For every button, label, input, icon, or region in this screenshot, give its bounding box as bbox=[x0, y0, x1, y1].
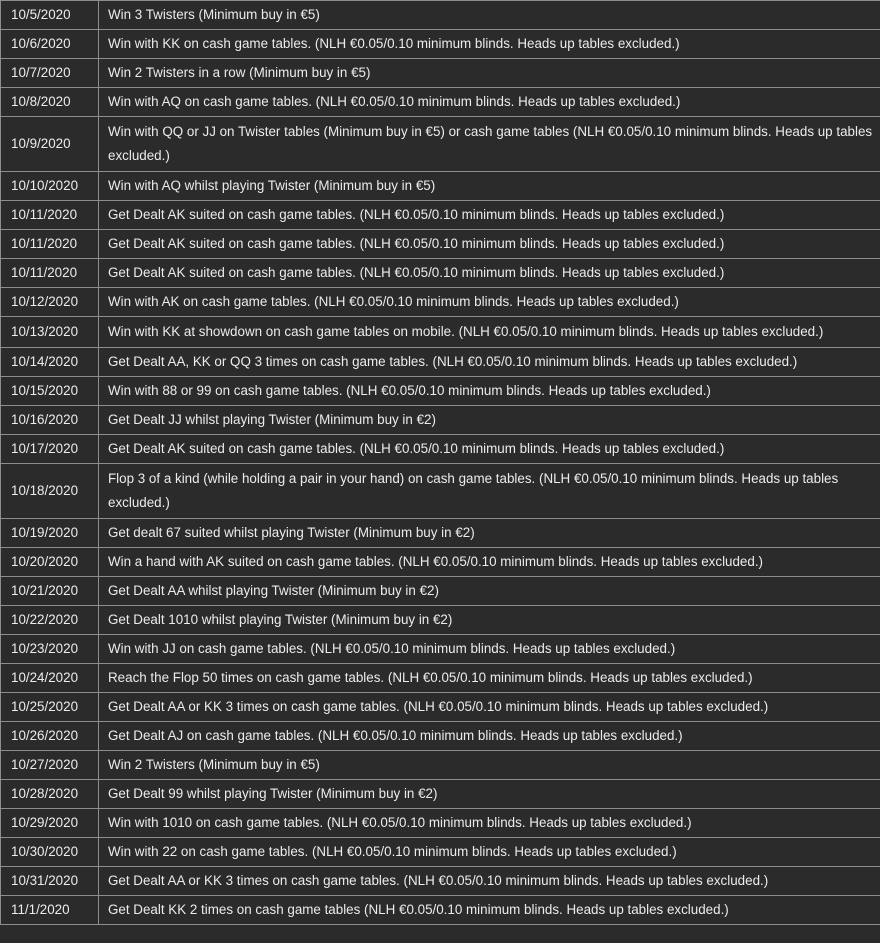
table-row bbox=[1, 377, 880, 406]
date-cell: 10/12/2020 bbox=[1, 288, 99, 317]
task-cell: Win 2 Twisters (Minimum buy in €5) bbox=[99, 751, 880, 780]
task-cell: Win with 1010 on cash game tables. (NLH €0.05/0.10 minimum blinds. Heads up tables excluded.) bbox=[99, 809, 880, 838]
task-cell: Win with 88 or 99 on cash game tables. (NLH €0.05/0.10 minimum blinds. Heads up tables excluded.) bbox=[99, 377, 880, 406]
task-cell: Get Dealt AK suited on cash game tables. (NLH €0.05/0.10 minimum blinds. Heads up tables excluded.) bbox=[99, 230, 880, 259]
task-cell: Get Dealt KK 2 times on cash game tables (NLH €0.05/0.10 minimum blinds. Heads up tables excluded.) bbox=[99, 896, 880, 925]
task-cell: Win with AQ whilst playing Twister (Minimum buy in €5) bbox=[99, 172, 880, 201]
task-cell: Win with QQ or JJ on Twister tables (Minimum buy in €5) or cash game tables (NLH €0.05/0.10 minimum blinds. Heads up tables excluded.) bbox=[99, 117, 880, 172]
date-cell: 10/15/2020 bbox=[1, 377, 99, 406]
table-row bbox=[1, 406, 880, 435]
date-cell: 10/7/2020 bbox=[1, 59, 99, 88]
task-cell: Get Dealt 1010 whilst playing Twister (Minimum buy in €2) bbox=[99, 606, 880, 635]
date-cell: 10/10/2020 bbox=[1, 172, 99, 201]
date-cell: 10/8/2020 bbox=[1, 88, 99, 117]
task-cell: Win 2 Twisters in a row (Minimum buy in €5) bbox=[99, 59, 880, 88]
task-cell: Win 3 Twisters (Minimum buy in €5) bbox=[99, 1, 880, 30]
task-cell: Win with KK at showdown on cash game tables on mobile. (NLH €0.05/0.10 minimum blinds. Heads up tables excluded.) bbox=[99, 317, 880, 348]
date-cell: 10/28/2020 bbox=[1, 780, 99, 809]
table-row bbox=[1, 464, 880, 519]
date-cell: 10/9/2020 bbox=[1, 117, 99, 172]
table-row bbox=[1, 288, 880, 317]
table-row bbox=[1, 664, 880, 693]
task-cell: Get Dealt AA whilst playing Twister (Minimum buy in €2) bbox=[99, 577, 880, 606]
schedule-body bbox=[1, 1, 880, 925]
table-row bbox=[1, 693, 880, 722]
date-cell: 10/16/2020 bbox=[1, 406, 99, 435]
table-row bbox=[1, 30, 880, 59]
task-cell: Flop 3 of a kind (while holding a pair in your hand) on cash game tables. (NLH €0.05/0.10 minimum blinds. Heads up tables excluded.) bbox=[99, 464, 880, 519]
table-row bbox=[1, 201, 880, 230]
date-cell: 10/31/2020 bbox=[1, 867, 99, 896]
table-row bbox=[1, 751, 880, 780]
task-cell: Get Dealt AJ on cash game tables. (NLH €0.05/0.10 minimum blinds. Heads up tables excluded.) bbox=[99, 722, 880, 751]
task-cell: Get Dealt AA, KK or QQ 3 times on cash game tables. (NLH €0.05/0.10 minimum blinds. Heads up tables excluded.) bbox=[99, 348, 880, 377]
table-row bbox=[1, 59, 880, 88]
task-cell: Win with KK on cash game tables. (NLH €0.05/0.10 minimum blinds. Heads up tables excluded.) bbox=[99, 30, 880, 59]
table-row bbox=[1, 780, 880, 809]
table-row bbox=[1, 548, 880, 577]
task-cell: Reach the Flop 50 times on cash game tables. (NLH €0.05/0.10 minimum blinds. Heads up tables excluded.) bbox=[99, 664, 880, 693]
table-row bbox=[1, 577, 880, 606]
date-cell: 10/17/2020 bbox=[1, 435, 99, 464]
task-cell: Get Dealt AA or KK 3 times on cash game tables. (NLH €0.05/0.10 minimum blinds. Heads up tables excluded.) bbox=[99, 867, 880, 896]
date-cell: 10/21/2020 bbox=[1, 577, 99, 606]
table-row bbox=[1, 635, 880, 664]
date-cell: 10/26/2020 bbox=[1, 722, 99, 751]
task-cell: Get Dealt AK suited on cash game tables. (NLH €0.05/0.10 minimum blinds. Heads up tables excluded.) bbox=[99, 201, 880, 230]
task-cell: Win with JJ on cash game tables. (NLH €0.05/0.10 minimum blinds. Heads up tables excluded.) bbox=[99, 635, 880, 664]
date-cell: 10/19/2020 bbox=[1, 519, 99, 548]
task-cell: Win a hand with AK suited on cash game tables. (NLH €0.05/0.10 minimum blinds. Heads up tables excluded.) bbox=[99, 548, 880, 577]
task-cell: Get Dealt AK suited on cash game tables. (NLH €0.05/0.10 minimum blinds. Heads up tables excluded.) bbox=[99, 259, 880, 288]
date-cell: 10/11/2020 bbox=[1, 259, 99, 288]
date-cell: 10/20/2020 bbox=[1, 548, 99, 577]
table-row bbox=[1, 896, 880, 925]
date-cell: 10/27/2020 bbox=[1, 751, 99, 780]
task-cell: Get Dealt 99 whilst playing Twister (Minimum buy in €2) bbox=[99, 780, 880, 809]
table-row bbox=[1, 606, 880, 635]
table-row bbox=[1, 117, 880, 172]
table-row bbox=[1, 88, 880, 117]
task-cell: Win with AQ on cash game tables. (NLH €0.05/0.10 minimum blinds. Heads up tables excluded.) bbox=[99, 88, 880, 117]
date-cell: 10/5/2020 bbox=[1, 1, 99, 30]
task-cell: Get Dealt JJ whilst playing Twister (Minimum buy in €2) bbox=[99, 406, 880, 435]
date-cell: 10/11/2020 bbox=[1, 230, 99, 259]
task-cell: Get Dealt AA or KK 3 times on cash game tables. (NLH €0.05/0.10 minimum blinds. Heads up tables excluded.) bbox=[99, 693, 880, 722]
date-cell: 10/14/2020 bbox=[1, 348, 99, 377]
table-row bbox=[1, 259, 880, 288]
task-cell: Win with AK on cash game tables. (NLH €0.05/0.10 minimum blinds. Heads up tables excluded.) bbox=[99, 288, 880, 317]
table-row bbox=[1, 838, 880, 867]
date-cell: 10/6/2020 bbox=[1, 30, 99, 59]
date-cell: 10/13/2020 bbox=[1, 317, 99, 348]
table-row bbox=[1, 867, 880, 896]
date-cell: 10/23/2020 bbox=[1, 635, 99, 664]
table-row bbox=[1, 172, 880, 201]
table-row bbox=[1, 722, 880, 751]
date-cell: 10/30/2020 bbox=[1, 838, 99, 867]
table-row bbox=[1, 435, 880, 464]
table-row bbox=[1, 317, 880, 348]
table-row bbox=[1, 230, 880, 259]
date-cell: 10/29/2020 bbox=[1, 809, 99, 838]
table-row bbox=[1, 348, 880, 377]
table-row bbox=[1, 519, 880, 548]
table-row bbox=[1, 809, 880, 838]
date-cell: 10/24/2020 bbox=[1, 664, 99, 693]
task-cell: Get Dealt AK suited on cash game tables. (NLH €0.05/0.10 minimum blinds. Heads up tables excluded.) bbox=[99, 435, 880, 464]
table-row bbox=[1, 1, 880, 30]
date-cell: 10/11/2020 bbox=[1, 201, 99, 230]
date-cell: 10/22/2020 bbox=[1, 606, 99, 635]
date-cell: 10/18/2020 bbox=[1, 464, 99, 519]
date-cell: 11/1/2020 bbox=[1, 896, 99, 925]
task-cell: Get dealt 67 suited whilst playing Twister (Minimum buy in €2) bbox=[99, 519, 880, 548]
task-cell: Win with 22 on cash game tables. (NLH €0.05/0.10 minimum blinds. Heads up tables excluded.) bbox=[99, 838, 880, 867]
date-cell: 10/25/2020 bbox=[1, 693, 99, 722]
